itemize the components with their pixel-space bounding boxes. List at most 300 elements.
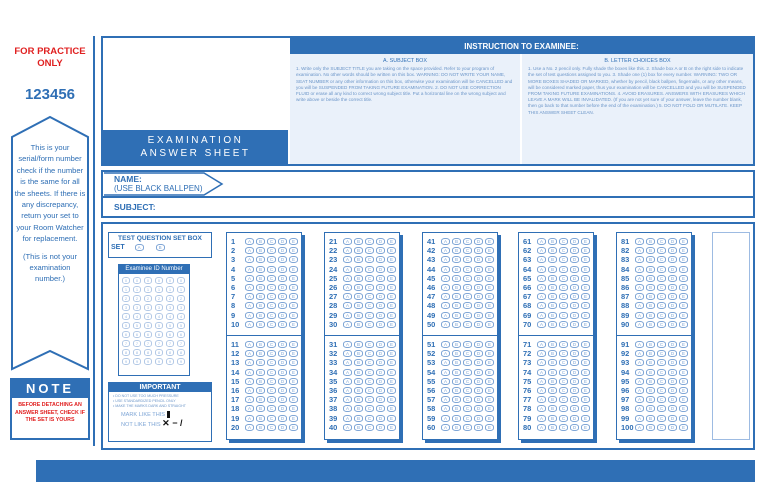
answer-bubble-e[interactable]: E: [581, 424, 590, 431]
subject-label[interactable]: SUBJECT:: [114, 202, 156, 212]
answer-bubble-a[interactable]: A: [635, 378, 644, 385]
answer-bubble-a[interactable]: A: [537, 256, 546, 263]
answer-bubble-a[interactable]: A: [441, 387, 450, 394]
answer-bubble-c[interactable]: C: [657, 293, 666, 300]
answer-bubble-e[interactable]: E: [485, 378, 494, 385]
answer-bubble-a[interactable]: A: [537, 415, 546, 422]
answer-bubble-a[interactable]: A: [245, 293, 254, 300]
answer-bubble-e[interactable]: E: [581, 359, 590, 366]
answer-bubble-e[interactable]: E: [581, 387, 590, 394]
answer-bubble-d[interactable]: D: [376, 350, 385, 357]
answer-bubble-d[interactable]: D: [570, 341, 579, 348]
answer-bubble-d[interactable]: D: [570, 424, 579, 431]
answer-bubble-a[interactable]: A: [537, 302, 546, 309]
answer-bubble-b[interactable]: B: [646, 424, 655, 431]
answer-bubble-d[interactable]: D: [474, 387, 483, 394]
answer-bubble-b[interactable]: B: [548, 396, 557, 403]
answer-bubble-e[interactable]: E: [485, 284, 494, 291]
id-digit-bubble[interactable]: 8: [122, 349, 130, 356]
answer-bubble-a[interactable]: A: [245, 312, 254, 319]
answer-bubble-e[interactable]: E: [581, 256, 590, 263]
answer-bubble-a[interactable]: A: [635, 359, 644, 366]
answer-bubble-b[interactable]: B: [548, 275, 557, 282]
answer-bubble-a[interactable]: A: [441, 266, 450, 273]
answer-bubble-a[interactable]: A: [441, 378, 450, 385]
answer-bubble-e[interactable]: E: [581, 275, 590, 282]
answer-bubble-b[interactable]: B: [646, 275, 655, 282]
answer-bubble-c[interactable]: C: [559, 321, 568, 328]
answer-bubble-b[interactable]: B: [548, 321, 557, 328]
answer-bubble-a[interactable]: A: [635, 321, 644, 328]
answer-bubble-e[interactable]: E: [289, 266, 298, 273]
answer-bubble-a[interactable]: A: [245, 256, 254, 263]
answer-bubble-d[interactable]: D: [668, 396, 677, 403]
answer-bubble-a[interactable]: A: [537, 369, 546, 376]
answer-bubble-e[interactable]: E: [485, 312, 494, 319]
answer-bubble-d[interactable]: D: [668, 341, 677, 348]
answer-bubble-c[interactable]: C: [267, 256, 276, 263]
answer-bubble-a[interactable]: A: [441, 396, 450, 403]
answer-bubble-b[interactable]: B: [452, 256, 461, 263]
id-digit-bubble[interactable]: 4: [122, 313, 130, 320]
answer-bubble-c[interactable]: C: [365, 341, 374, 348]
answer-bubble-b[interactable]: B: [354, 415, 363, 422]
answer-bubble-a[interactable]: A: [441, 415, 450, 422]
answer-bubble-b[interactable]: B: [646, 405, 655, 412]
answer-bubble-e[interactable]: E: [581, 247, 590, 254]
answer-bubble-d[interactable]: D: [668, 284, 677, 291]
answer-bubble-a[interactable]: A: [245, 415, 254, 422]
answer-bubble-c[interactable]: C: [463, 350, 472, 357]
answer-bubble-a[interactable]: A: [245, 238, 254, 245]
answer-bubble-c[interactable]: C: [365, 312, 374, 319]
id-digit-bubble[interactable]: 6: [166, 331, 174, 338]
answer-bubble-e[interactable]: E: [581, 405, 590, 412]
answer-bubble-e[interactable]: E: [289, 424, 298, 431]
answer-bubble-d[interactable]: D: [474, 350, 483, 357]
answer-bubble-b[interactable]: B: [354, 378, 363, 385]
answer-bubble-c[interactable]: C: [365, 275, 374, 282]
answer-bubble-b[interactable]: B: [548, 256, 557, 263]
answer-bubble-c[interactable]: C: [559, 378, 568, 385]
answer-bubble-e[interactable]: E: [679, 378, 688, 385]
answer-bubble-a[interactable]: A: [245, 359, 254, 366]
answer-bubble-d[interactable]: D: [376, 275, 385, 282]
answer-bubble-a[interactable]: A: [343, 247, 352, 254]
answer-bubble-c[interactable]: C: [559, 424, 568, 431]
examinee-id-grid[interactable]: [119, 274, 189, 368]
id-digit-bubble[interactable]: 7: [122, 340, 130, 347]
answer-bubble-c[interactable]: C: [463, 396, 472, 403]
answer-bubble-b[interactable]: B: [646, 369, 655, 376]
answer-bubble-b[interactable]: B: [256, 424, 265, 431]
answer-bubble-b[interactable]: B: [548, 293, 557, 300]
answer-bubble-b[interactable]: B: [452, 387, 461, 394]
answer-bubble-d[interactable]: D: [278, 321, 287, 328]
answer-bubble-c[interactable]: C: [365, 238, 374, 245]
answer-bubble-b[interactable]: B: [256, 405, 265, 412]
answer-bubble-b[interactable]: B: [256, 359, 265, 366]
answer-bubble-d[interactable]: D: [474, 293, 483, 300]
answer-bubble-d[interactable]: D: [278, 350, 287, 357]
answer-bubble-d[interactable]: D: [570, 387, 579, 394]
answer-bubble-a[interactable]: A: [635, 369, 644, 376]
answer-bubble-a[interactable]: A: [441, 284, 450, 291]
id-digit-bubble[interactable]: 1: [166, 286, 174, 293]
answer-bubble-b[interactable]: B: [646, 284, 655, 291]
answer-bubble-e[interactable]: E: [581, 369, 590, 376]
answer-bubble-b[interactable]: B: [256, 275, 265, 282]
answer-bubble-c[interactable]: C: [365, 369, 374, 376]
answer-bubble-c[interactable]: C: [463, 266, 472, 273]
answer-bubble-b[interactable]: B: [256, 396, 265, 403]
answer-bubble-a[interactable]: A: [441, 359, 450, 366]
answer-bubble-e[interactable]: E: [485, 238, 494, 245]
answer-bubble-e[interactable]: E: [485, 350, 494, 357]
answer-bubble-a[interactable]: A: [537, 341, 546, 348]
answer-bubble-e[interactable]: E: [679, 387, 688, 394]
answer-bubble-e[interactable]: E: [387, 396, 396, 403]
answer-bubble-b[interactable]: B: [354, 341, 363, 348]
answer-bubble-e[interactable]: E: [485, 275, 494, 282]
answer-bubble-b[interactable]: B: [646, 415, 655, 422]
answer-bubble-c[interactable]: C: [463, 247, 472, 254]
answer-bubble-d[interactable]: D: [376, 321, 385, 328]
answer-bubble-c[interactable]: C: [657, 238, 666, 245]
id-digit-bubble[interactable]: 0: [166, 277, 174, 284]
answer-bubble-e[interactable]: E: [679, 369, 688, 376]
answer-bubble-e[interactable]: E: [485, 293, 494, 300]
answer-bubble-a[interactable]: A: [441, 424, 450, 431]
answer-bubble-e[interactable]: E: [289, 238, 298, 245]
answer-bubble-c[interactable]: C: [463, 321, 472, 328]
id-digit-bubble[interactable]: 3: [144, 304, 152, 311]
answer-bubble-d[interactable]: D: [474, 284, 483, 291]
answer-bubble-d[interactable]: D: [278, 247, 287, 254]
id-digit-bubble[interactable]: 7: [144, 340, 152, 347]
answer-bubble-e[interactable]: E: [387, 369, 396, 376]
answer-bubble-d[interactable]: D: [570, 415, 579, 422]
answer-bubble-d[interactable]: D: [376, 424, 385, 431]
answer-bubble-d[interactable]: D: [668, 415, 677, 422]
answer-bubble-d[interactable]: D: [376, 387, 385, 394]
answer-bubble-c[interactable]: C: [365, 256, 374, 263]
answer-bubble-c[interactable]: C: [267, 312, 276, 319]
answer-bubble-c[interactable]: C: [657, 350, 666, 357]
answer-bubble-b[interactable]: B: [354, 359, 363, 366]
answer-bubble-a[interactable]: A: [537, 293, 546, 300]
answer-bubble-b[interactable]: B: [452, 321, 461, 328]
answer-bubble-c[interactable]: C: [463, 369, 472, 376]
answer-bubble-b[interactable]: B: [548, 266, 557, 273]
answer-bubble-c[interactable]: C: [365, 321, 374, 328]
answer-bubble-c[interactable]: C: [365, 293, 374, 300]
id-digit-bubble[interactable]: 8: [177, 349, 185, 356]
answer-bubble-a[interactable]: A: [635, 350, 644, 357]
answer-bubble-b[interactable]: B: [256, 369, 265, 376]
answer-bubble-c[interactable]: C: [463, 359, 472, 366]
answer-bubble-c[interactable]: C: [657, 341, 666, 348]
answer-bubble-b[interactable]: B: [256, 341, 265, 348]
answer-bubble-a[interactable]: A: [537, 266, 546, 273]
answer-bubble-b[interactable]: B: [646, 266, 655, 273]
answer-bubble-e[interactable]: E: [289, 302, 298, 309]
id-digit-bubble[interactable]: 5: [155, 322, 163, 329]
answer-bubble-d[interactable]: D: [570, 312, 579, 319]
answer-bubble-e[interactable]: E: [679, 424, 688, 431]
answer-bubble-a[interactable]: A: [537, 312, 546, 319]
answer-bubble-b[interactable]: B: [646, 350, 655, 357]
answer-bubble-b[interactable]: B: [256, 302, 265, 309]
answer-bubble-b[interactable]: B: [452, 415, 461, 422]
answer-bubble-e[interactable]: E: [387, 293, 396, 300]
answer-bubble-e[interactable]: E: [581, 266, 590, 273]
answer-bubble-b[interactable]: B: [646, 396, 655, 403]
answer-bubble-e[interactable]: E: [679, 321, 688, 328]
answer-bubble-b[interactable]: B: [354, 321, 363, 328]
id-digit-bubble[interactable]: 9: [122, 358, 130, 365]
answer-bubble-a[interactable]: A: [245, 302, 254, 309]
answer-bubble-d[interactable]: D: [570, 293, 579, 300]
answer-bubble-a[interactable]: A: [537, 359, 546, 366]
answer-bubble-d[interactable]: D: [474, 302, 483, 309]
answer-bubble-e[interactable]: E: [289, 284, 298, 291]
answer-bubble-b[interactable]: B: [256, 321, 265, 328]
id-digit-bubble[interactable]: 8: [133, 349, 141, 356]
answer-bubble-a[interactable]: A: [537, 396, 546, 403]
answer-bubble-d[interactable]: D: [570, 350, 579, 357]
answer-bubble-c[interactable]: C: [267, 266, 276, 273]
set-bubble-b[interactable]: B: [156, 244, 165, 251]
answer-bubble-a[interactable]: A: [245, 266, 254, 273]
id-digit-bubble[interactable]: 3: [133, 304, 141, 311]
answer-bubble-e[interactable]: E: [581, 312, 590, 319]
answer-bubble-c[interactable]: C: [267, 369, 276, 376]
answer-bubble-b[interactable]: B: [548, 238, 557, 245]
answer-bubble-c[interactable]: C: [463, 387, 472, 394]
answer-bubble-e[interactable]: E: [289, 321, 298, 328]
answer-bubble-e[interactable]: E: [679, 396, 688, 403]
id-digit-bubble[interactable]: 9: [133, 358, 141, 365]
answer-bubble-d[interactable]: D: [376, 302, 385, 309]
answer-bubble-e[interactable]: E: [387, 312, 396, 319]
answer-bubble-a[interactable]: A: [245, 369, 254, 376]
answer-bubble-e[interactable]: E: [485, 266, 494, 273]
answer-bubble-a[interactable]: A: [537, 247, 546, 254]
id-digit-bubble[interactable]: 3: [177, 304, 185, 311]
answer-bubble-c[interactable]: C: [365, 284, 374, 291]
answer-bubble-a[interactable]: A: [343, 405, 352, 412]
answer-bubble-d[interactable]: D: [376, 266, 385, 273]
answer-bubble-b[interactable]: B: [452, 359, 461, 366]
answer-bubble-e[interactable]: E: [485, 359, 494, 366]
answer-bubble-b[interactable]: B: [256, 247, 265, 254]
answer-bubble-c[interactable]: C: [267, 359, 276, 366]
answer-bubble-c[interactable]: C: [559, 275, 568, 282]
answer-bubble-e[interactable]: E: [387, 256, 396, 263]
answer-bubble-d[interactable]: D: [668, 312, 677, 319]
answer-bubble-c[interactable]: C: [463, 424, 472, 431]
answer-bubble-b[interactable]: B: [256, 284, 265, 291]
answer-bubble-d[interactable]: D: [278, 302, 287, 309]
answer-bubble-a[interactable]: A: [537, 424, 546, 431]
id-digit-bubble[interactable]: 5: [122, 322, 130, 329]
answer-bubble-c[interactable]: C: [267, 238, 276, 245]
answer-bubble-d[interactable]: D: [668, 275, 677, 282]
answer-bubble-c[interactable]: C: [267, 424, 276, 431]
answer-bubble-c[interactable]: C: [463, 238, 472, 245]
answer-bubble-d[interactable]: D: [278, 275, 287, 282]
answer-bubble-a[interactable]: A: [635, 405, 644, 412]
answer-bubble-a[interactable]: A: [245, 405, 254, 412]
answer-bubble-d[interactable]: D: [668, 238, 677, 245]
answer-bubble-b[interactable]: B: [354, 238, 363, 245]
answer-bubble-c[interactable]: C: [657, 369, 666, 376]
answer-bubble-b[interactable]: B: [646, 256, 655, 263]
answer-bubble-b[interactable]: B: [646, 247, 655, 254]
answer-bubble-a[interactable]: A: [537, 350, 546, 357]
answer-bubble-b[interactable]: B: [646, 312, 655, 319]
answer-bubble-e[interactable]: E: [581, 415, 590, 422]
answer-bubble-a[interactable]: A: [245, 341, 254, 348]
answer-bubble-c[interactable]: C: [267, 293, 276, 300]
answer-bubble-e[interactable]: E: [485, 247, 494, 254]
answer-bubble-e[interactable]: E: [679, 284, 688, 291]
answer-bubble-b[interactable]: B: [452, 312, 461, 319]
answer-bubble-c[interactable]: C: [657, 312, 666, 319]
answer-bubble-b[interactable]: B: [452, 350, 461, 357]
answer-bubble-a[interactable]: A: [245, 387, 254, 394]
answer-bubble-e[interactable]: E: [289, 415, 298, 422]
id-digit-bubble[interactable]: 3: [155, 304, 163, 311]
id-digit-bubble[interactable]: 4: [155, 313, 163, 320]
answer-bubble-e[interactable]: E: [581, 238, 590, 245]
answer-bubble-c[interactable]: C: [463, 378, 472, 385]
id-digit-bubble[interactable]: 1: [133, 286, 141, 293]
answer-bubble-d[interactable]: D: [570, 238, 579, 245]
answer-bubble-c[interactable]: C: [657, 359, 666, 366]
answer-bubble-a[interactable]: A: [245, 350, 254, 357]
answer-bubble-a[interactable]: A: [343, 350, 352, 357]
answer-bubble-e[interactable]: E: [485, 256, 494, 263]
id-digit-bubble[interactable]: 9: [177, 358, 185, 365]
answer-bubble-c[interactable]: C: [463, 275, 472, 282]
answer-bubble-a[interactable]: A: [343, 378, 352, 385]
answer-bubble-d[interactable]: D: [278, 369, 287, 376]
answer-bubble-b[interactable]: B: [548, 369, 557, 376]
id-digit-bubble[interactable]: 8: [144, 349, 152, 356]
answer-bubble-e[interactable]: E: [289, 350, 298, 357]
answer-bubble-d[interactable]: D: [668, 293, 677, 300]
answer-bubble-b[interactable]: B: [452, 284, 461, 291]
answer-bubble-d[interactable]: D: [278, 266, 287, 273]
answer-bubble-d[interactable]: D: [376, 369, 385, 376]
answer-bubble-d[interactable]: D: [474, 238, 483, 245]
answer-bubble-e[interactable]: E: [387, 266, 396, 273]
answer-bubble-c[interactable]: C: [463, 312, 472, 319]
answer-bubble-a[interactable]: A: [343, 238, 352, 245]
answer-bubble-a[interactable]: A: [635, 302, 644, 309]
answer-bubble-e[interactable]: E: [387, 341, 396, 348]
answer-bubble-b[interactable]: B: [548, 247, 557, 254]
id-digit-bubble[interactable]: 0: [155, 277, 163, 284]
answer-bubble-e[interactable]: E: [679, 350, 688, 357]
id-digit-bubble[interactable]: 2: [144, 295, 152, 302]
id-digit-bubble[interactable]: 6: [144, 331, 152, 338]
answer-bubble-e[interactable]: E: [387, 405, 396, 412]
answer-bubble-b[interactable]: B: [256, 293, 265, 300]
answer-bubble-d[interactable]: D: [668, 302, 677, 309]
answer-bubble-e[interactable]: E: [485, 302, 494, 309]
answer-bubble-e[interactable]: E: [581, 302, 590, 309]
answer-bubble-c[interactable]: C: [657, 387, 666, 394]
answer-bubble-e[interactable]: E: [289, 378, 298, 385]
answer-bubble-b[interactable]: B: [452, 247, 461, 254]
id-digit-bubble[interactable]: 2: [166, 295, 174, 302]
answer-bubble-a[interactable]: A: [537, 405, 546, 412]
answer-bubble-a[interactable]: A: [343, 266, 352, 273]
answer-bubble-c[interactable]: C: [267, 341, 276, 348]
answer-bubble-c[interactable]: C: [559, 284, 568, 291]
answer-bubble-c[interactable]: C: [559, 302, 568, 309]
answer-bubble-a[interactable]: A: [245, 275, 254, 282]
answer-bubble-b[interactable]: B: [548, 424, 557, 431]
answer-bubble-e[interactable]: E: [581, 284, 590, 291]
id-digit-bubble[interactable]: 6: [122, 331, 130, 338]
id-digit-bubble[interactable]: 7: [155, 340, 163, 347]
answer-bubble-b[interactable]: B: [354, 275, 363, 282]
answer-bubble-a[interactable]: A: [441, 238, 450, 245]
answer-bubble-a[interactable]: A: [441, 302, 450, 309]
answer-bubble-c[interactable]: C: [657, 302, 666, 309]
id-digit-bubble[interactable]: 5: [144, 322, 152, 329]
answer-bubble-a[interactable]: A: [635, 415, 644, 422]
answer-bubble-b[interactable]: B: [548, 341, 557, 348]
answer-bubble-b[interactable]: B: [354, 369, 363, 376]
answer-bubble-c[interactable]: C: [267, 415, 276, 422]
answer-bubble-c[interactable]: C: [559, 247, 568, 254]
answer-bubble-b[interactable]: B: [256, 312, 265, 319]
answer-bubble-c[interactable]: C: [559, 396, 568, 403]
answer-bubble-a[interactable]: A: [343, 275, 352, 282]
answer-bubble-d[interactable]: D: [278, 312, 287, 319]
answer-bubble-a[interactable]: A: [537, 275, 546, 282]
answer-bubble-a[interactable]: A: [343, 396, 352, 403]
answer-bubble-b[interactable]: B: [354, 302, 363, 309]
answer-bubble-e[interactable]: E: [387, 302, 396, 309]
answer-bubble-c[interactable]: C: [559, 312, 568, 319]
answer-bubble-d[interactable]: D: [570, 284, 579, 291]
answer-bubble-a[interactable]: A: [343, 424, 352, 431]
answer-bubble-e[interactable]: E: [581, 341, 590, 348]
answer-bubble-c[interactable]: C: [657, 321, 666, 328]
answer-bubble-a[interactable]: A: [343, 284, 352, 291]
answer-bubble-b[interactable]: B: [354, 266, 363, 273]
answer-bubble-a[interactable]: A: [635, 256, 644, 263]
id-digit-bubble[interactable]: 0: [177, 277, 185, 284]
answer-bubble-a[interactable]: A: [635, 275, 644, 282]
answer-bubble-d[interactable]: D: [376, 256, 385, 263]
id-digit-bubble[interactable]: 5: [177, 322, 185, 329]
answer-bubble-d[interactable]: D: [570, 369, 579, 376]
answer-bubble-e[interactable]: E: [679, 405, 688, 412]
id-digit-bubble[interactable]: 9: [155, 358, 163, 365]
answer-bubble-d[interactable]: D: [474, 275, 483, 282]
answer-bubble-c[interactable]: C: [267, 302, 276, 309]
answer-bubble-b[interactable]: B: [548, 284, 557, 291]
answer-bubble-d[interactable]: D: [668, 359, 677, 366]
answer-bubble-e[interactable]: E: [581, 396, 590, 403]
